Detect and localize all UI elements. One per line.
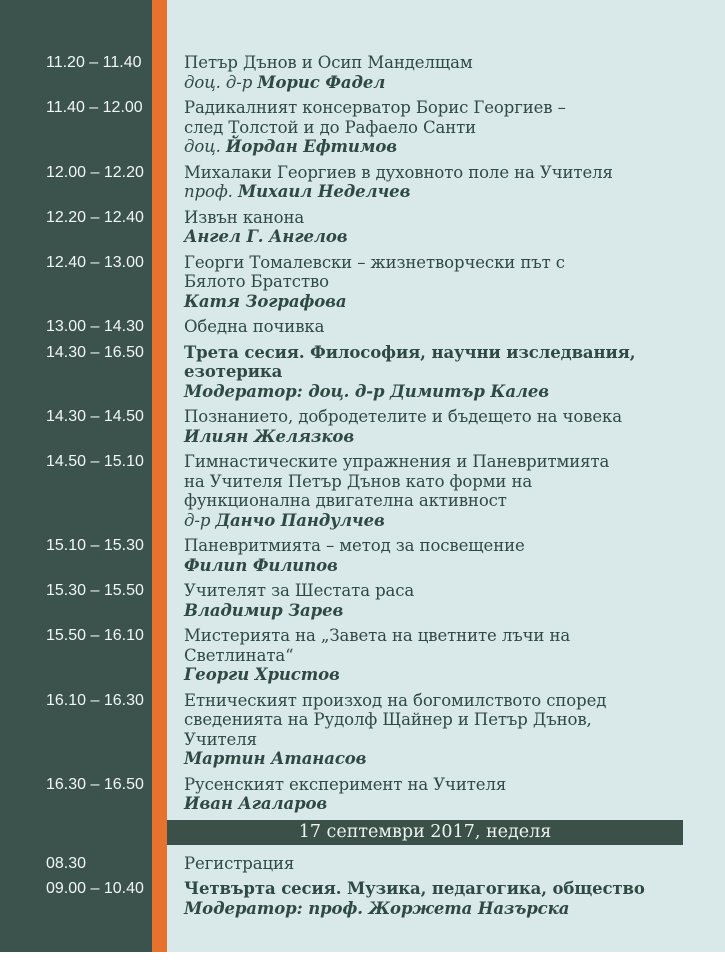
moderator-line: Модератор: доц. д-р Димитър Калев xyxy=(184,381,550,401)
schedule-entry xyxy=(0,581,725,620)
speaker-line xyxy=(184,511,705,531)
entry-title-line: Регистрация xyxy=(184,853,295,873)
entry-title-line: Петър Дънов и Осип Манделщам xyxy=(184,53,473,72)
speaker-prefix: проф. xyxy=(184,182,238,201)
schedule-entry xyxy=(0,163,725,202)
session-title-line: Четвърта сесия. Музика, педагогика, общество xyxy=(184,879,645,898)
entry-content xyxy=(167,854,725,874)
entry-time: 08.30 xyxy=(46,854,87,872)
entry-time: 16.10 – 16.30 xyxy=(46,691,144,709)
entry-content xyxy=(167,163,725,202)
schedule-entry xyxy=(0,691,725,769)
entry-title-line: функционална двигателна активност xyxy=(184,491,507,510)
entry-title-line: Познанието, добродетелите и бъдещето на човека xyxy=(184,407,622,426)
entry-content xyxy=(167,775,725,814)
schedule-entry xyxy=(0,854,725,874)
entry-content xyxy=(167,343,725,402)
speaker-line xyxy=(184,665,705,685)
schedule-entry xyxy=(0,208,725,247)
entry-title-line: след Толстой и до Рафаело Санти xyxy=(184,117,477,137)
entry-time: 13.00 – 14.30 xyxy=(46,318,144,335)
entry-content xyxy=(167,452,725,530)
speaker-name: Илиян Желязков xyxy=(184,426,355,446)
entry-time: 14.30 – 14.50 xyxy=(46,408,144,425)
speaker-line xyxy=(184,794,705,814)
speaker-name: Георги Христов xyxy=(184,665,340,684)
schedule-entry xyxy=(0,626,725,685)
speaker-name: Данчо Пандулчев xyxy=(215,510,385,530)
speaker-line xyxy=(184,556,705,576)
entry-content xyxy=(167,253,725,312)
speaker-name: Иван Агаларов xyxy=(184,794,328,813)
speaker-name: Катя Зографова xyxy=(184,291,347,311)
entry-title-line: Русенският експеримент на Учителя xyxy=(184,774,507,794)
entry-content xyxy=(167,581,725,620)
entry-time: 12.20 – 12.40 xyxy=(46,208,144,226)
schedule-entry xyxy=(0,317,725,337)
entry-title-line: Учителя xyxy=(184,729,257,749)
schedule-entry xyxy=(0,775,725,814)
speaker-name: Ангел Г. Ангелов xyxy=(184,227,348,246)
speaker-name: Филип Филипов xyxy=(184,555,338,575)
entry-title-line: Бялото Братство xyxy=(184,272,330,291)
speaker-line xyxy=(184,137,705,157)
entry-content xyxy=(167,317,725,337)
entry-time: 12.00 – 12.20 xyxy=(46,163,144,181)
entry-title-line: Георги Томалевски – жизнетворчески път с xyxy=(184,252,565,272)
speaker-line xyxy=(184,292,705,312)
entry-time: 09.00 – 10.40 xyxy=(46,880,144,897)
entry-title-line: Светлината“ xyxy=(184,645,294,665)
entry-title-line: Радикалният консерватор Борис Георгиев – xyxy=(184,98,566,117)
speaker-name: Мартин Атанасов xyxy=(184,749,367,768)
speaker-prefix: доц. xyxy=(184,137,226,156)
speaker-name: Михаил Неделчев xyxy=(237,182,411,201)
speaker-name: Владимир Зарев xyxy=(184,600,344,620)
entry-title-line: Паневритмията – метод за посвещение xyxy=(184,536,525,555)
speaker-line xyxy=(184,601,705,621)
entry-title-line: Учителят за Шестата раса xyxy=(184,581,415,600)
speaker-name: Йордан Ефтимов xyxy=(225,137,398,156)
entry-content xyxy=(167,208,725,247)
entry-time: 14.50 – 15.10 xyxy=(46,453,144,470)
entry-title-line: Михалаки Георгиев в духовното поле на Учителя xyxy=(184,162,613,182)
schedule-entry xyxy=(0,452,725,530)
entry-title-line: Извън канона xyxy=(184,207,305,227)
entry-time: 12.40 – 13.00 xyxy=(46,253,144,271)
schedule-entry xyxy=(0,53,725,92)
speaker-line xyxy=(184,182,705,202)
moderator-line: Модератор: проф. Жоржета Назърска xyxy=(184,898,570,918)
entry-time: 15.30 – 15.50 xyxy=(46,582,144,599)
entry-time: 11.20 – 11.40 xyxy=(46,54,142,71)
schedule-entry xyxy=(0,98,725,157)
entry-content xyxy=(167,691,725,769)
entry-title-line: Етническият произход на богомилството според xyxy=(184,690,607,710)
schedule-entry-session xyxy=(0,343,725,402)
speaker-line xyxy=(184,749,705,769)
session-title-line: езотерика xyxy=(184,362,283,381)
entry-content xyxy=(167,626,725,685)
entry-title-line: на Учителя Петър Дънов като форми на xyxy=(184,471,533,491)
session-title-line: Трета сесия. Философия, научни изследвания, xyxy=(184,342,636,362)
entry-time: 14.30 – 16.50 xyxy=(46,343,144,361)
entry-time: 11.40 – 12.00 xyxy=(46,99,143,116)
entry-time: 15.10 – 15.30 xyxy=(46,537,144,554)
speaker-prefix: д-р xyxy=(184,510,216,530)
entry-content xyxy=(167,407,725,446)
speaker-line xyxy=(184,73,705,93)
entry-content xyxy=(167,98,725,157)
day-banner xyxy=(167,820,683,845)
entry-time: 15.50 – 16.10 xyxy=(46,627,144,644)
speaker-line xyxy=(184,427,705,447)
entry-title-line: сведенията на Рудолф Щайнер и Петър Дънов, xyxy=(184,710,592,729)
entry-time: 16.30 – 16.50 xyxy=(46,775,144,793)
entry-content xyxy=(167,879,725,918)
speaker-line xyxy=(184,227,705,247)
entry-title-line: Мистерията на „Завета на цветните лъчи на xyxy=(184,626,571,645)
schedule-entry-session xyxy=(0,879,725,918)
schedule-entry xyxy=(0,253,725,312)
speaker-prefix: доц. д-р xyxy=(184,72,258,92)
entry-title-line: Гимнастическите упражнения и Паневритмията xyxy=(184,452,610,471)
entry-content xyxy=(167,536,725,575)
entry-title-line: Обедна почивка xyxy=(184,317,325,336)
day-banner-label: 17 септември 2017, неделя xyxy=(298,821,552,842)
entry-content xyxy=(167,53,725,92)
speaker-name: Морис Фадел xyxy=(257,72,386,92)
schedule-entry xyxy=(0,536,725,575)
schedule-entry xyxy=(0,407,725,446)
